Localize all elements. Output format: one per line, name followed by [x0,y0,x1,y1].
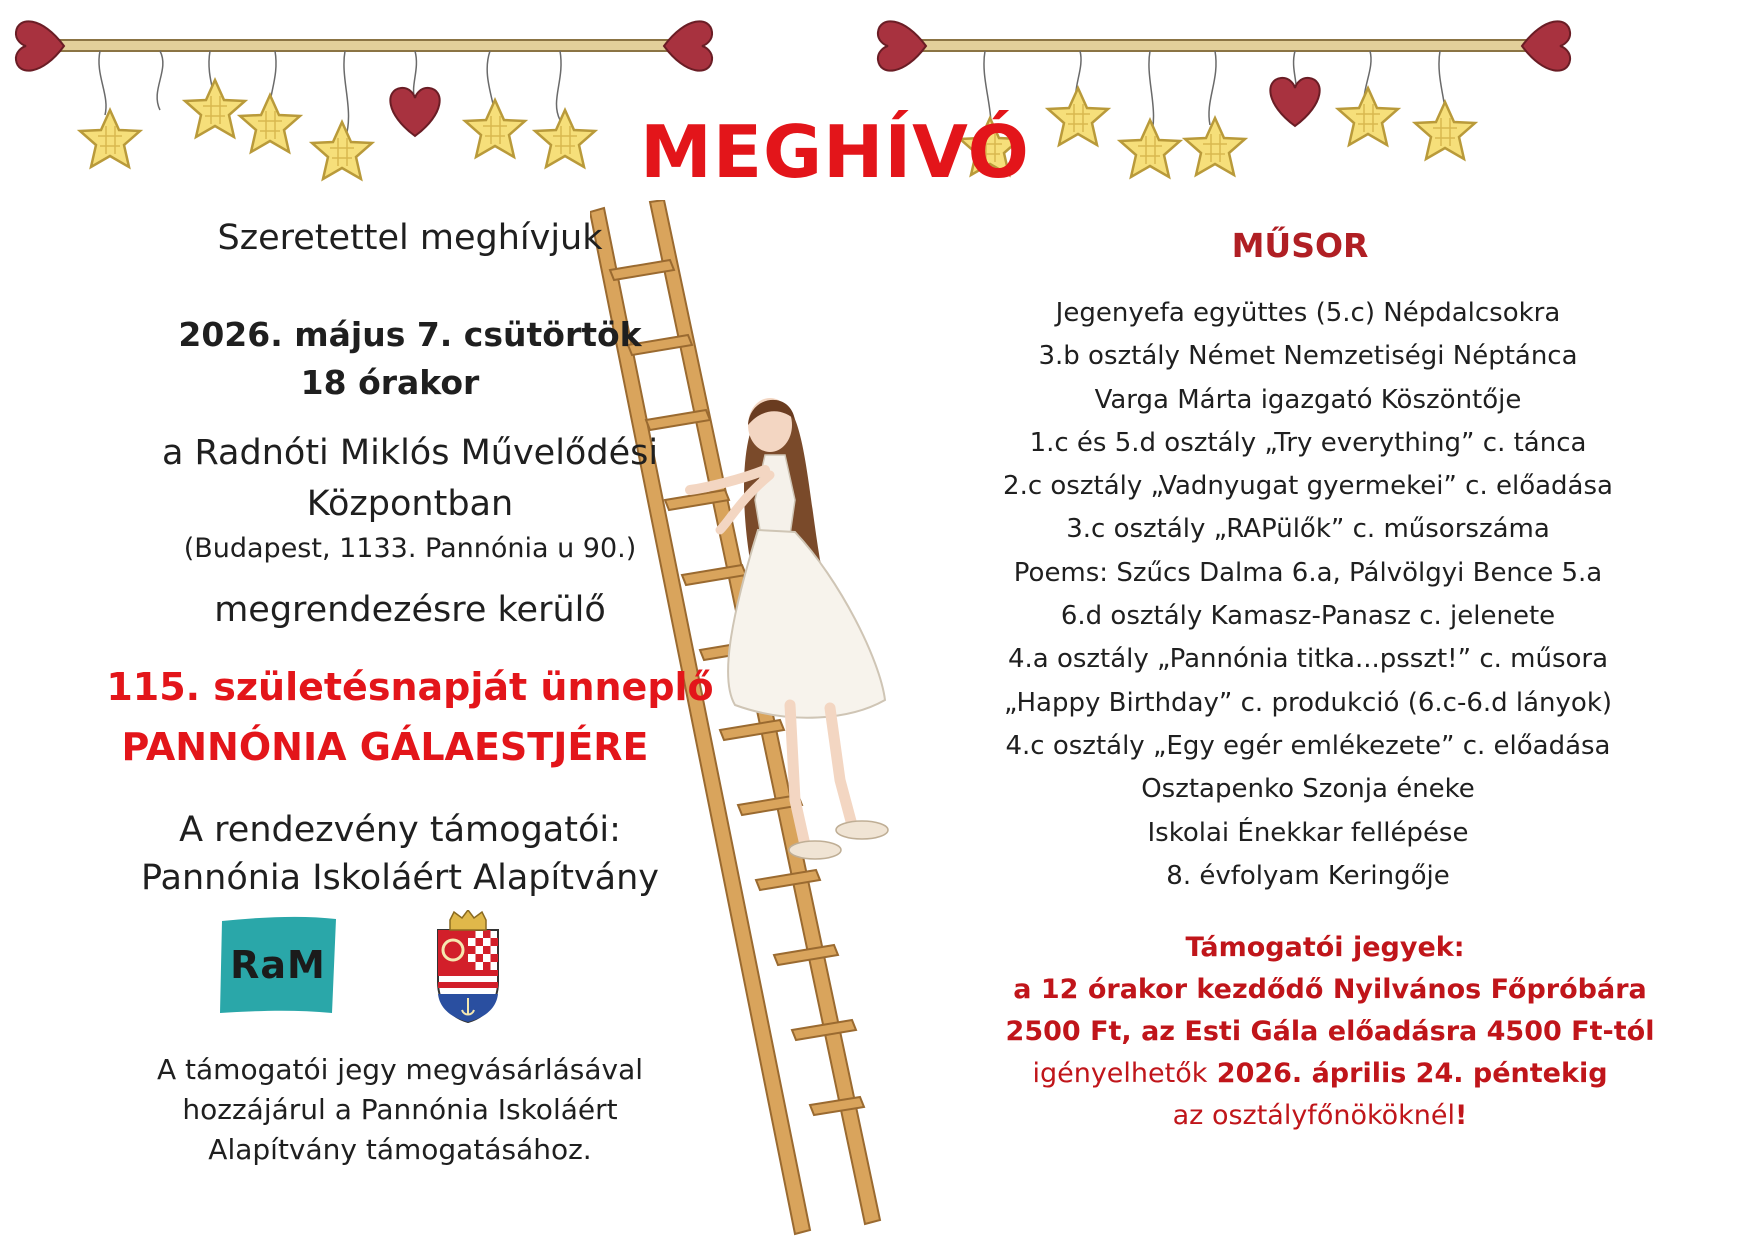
district-coat-of-arms-icon [428,910,508,1025]
closing-line1: A támogatói jegy megvásárlásával [156,1053,644,1086]
event-time: 18 órakor [300,363,480,402]
tickets-line4 [925,1095,1715,1137]
sponsors-name: Pannónia Iskoláért Alapítvány [140,858,659,898]
venue-line2: Központban [306,484,514,524]
page-title: MEGHÍVÓ [640,110,1030,194]
tickets-line2: 2500 Ft, az Esti Gála előadásra 4500 Ft-tól [1005,1016,1655,1047]
tickets-line4-plain: az osztályfőnököknél [1172,1100,1456,1131]
program-item: 4.c osztály „Egy egér emlékezete” c. előadása [1005,730,1611,761]
program-item: 1.c és 5.d osztály „Try everything” c. tánca [1029,427,1587,458]
tickets-heading: Támogatói jegyek: [1185,932,1465,963]
sponsors-heading: A rendezvény támogatói: [179,810,621,850]
program-item: Osztapenko Szonja éneke [1141,774,1475,805]
ram-logo-text: RaM [230,943,326,987]
ram-logo [212,915,340,1015]
program-item: 2.c osztály „Vadnyugat gyermekei” c. előadása [1003,471,1613,502]
closing-line2: hozzájárul a Pannónia Iskoláért [182,1093,618,1126]
program-item: Poems: Szűcs Dalma 6.a, Pálvölgyi Bence 5.a [1013,557,1603,588]
program-title: MŰSOR [1231,226,1369,265]
closing-line3: Alapítvány támogatásához. [208,1133,592,1166]
program-item: 3.c osztály „RAPülők” c. műsorszáma [1066,514,1550,545]
organized-text: megrendezésre kerülő [214,590,606,630]
venue-address: (Budapest, 1133. Pannónia u 90.) [183,533,637,564]
program-item: Varga Márta igazgató Köszöntője [1094,384,1522,415]
tickets-line3 [925,1053,1715,1095]
program-item: 6.d osztály Kamasz-Panasz c. jelenete [1060,601,1556,632]
program-item: Jegenyefa együttes (5.c) Népdalcsokra [1055,298,1561,328]
event-line2: PANNÓNIA GÁLAESTJÉRE [121,725,649,769]
tickets-line3-plain: igényelhetők [1032,1058,1208,1089]
event-line1: 115. születésnapját ünneplő [106,665,714,709]
program-item: 8. évfolyam Keringője [1166,860,1450,891]
program-item: „Happy Birthday” c. produkció (6.c-6.d lányok) [1003,687,1613,718]
greeting: Szeretettel meghívjuk [217,218,603,258]
venue-line1: a Radnóti Miklós Művelődési [161,433,659,473]
program-item: 4.a osztály „Pannónia titka...psszt!” c. műsora [1007,644,1609,675]
program-item: 3.b osztály Német Nemzetiségi Néptánca [1038,341,1578,372]
program-item: Iskolai Énekkar fellépése [1147,817,1469,848]
event-date: 2026. május 7. csütörtök [178,315,642,354]
tickets-deadline: 2026. április 24. péntekig [1216,1058,1608,1089]
tickets-line1: a 12 órakor kezdődő Nyilvános Főpróbára [1013,974,1647,1005]
tickets-line4-bang: ! [1455,1100,1468,1131]
program-list [913,292,1703,898]
